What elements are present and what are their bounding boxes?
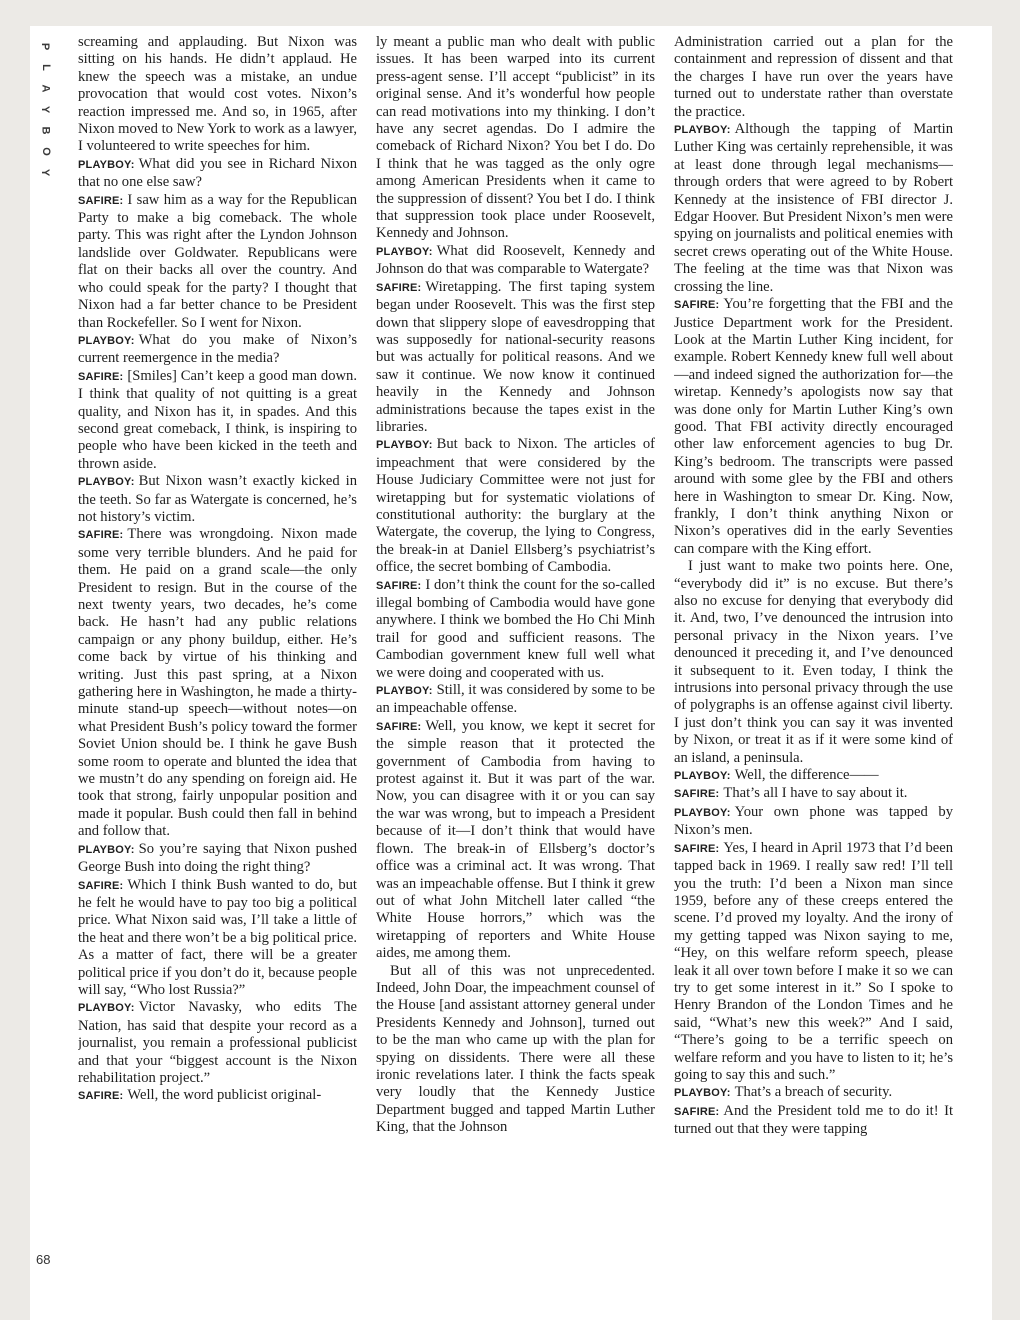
paragraph-text: And the President told me to do it! It turned out that they were tapping — [674, 1102, 953, 1138]
paragraph-text: I just want to make two points here. One, “everybody did it” is no excuse. But there’s also no excuse for denying that everybody did it. And, two, I’ve denounced the intrusion into personal privacy in the Nixon years. I’ve denounced it preceding it, and I’ve denounced it subsequent to it. Even today, I think the intrusions into personal privacy through the use of polygraphs is an offense against civil liberty. I just don’t think you can say it was invented by Nixon, or treat it as if it were some kind of an island, a peninsula. — [674, 558, 953, 766]
paragraph — [376, 718, 655, 963]
speaker-label: SAFIRE: — [674, 788, 720, 801]
paragraph-text: I don’t think the count for the so-called illegal bombing of Cambodia would have gone anywhere. I think we bombed the Ho Chi Minh trail for good and sufficient reasons. The Cambodian government knew full well what we were doing and cooperated with us. — [376, 576, 655, 681]
speaker-label: PLAYBOY: — [78, 334, 135, 347]
speaker-label: PLAYBOY: — [376, 245, 433, 258]
paragraph-text: There was wrongdoing. Nixon made some very terrible blunders. And he paid for them. He paid on a grand scale—the only President to resign. But in the course of the next twenty years, two decades, he’s come back. He hasn’t had any public relations campaign or any phony buildup, either. He’s come back by virtue of his thinking and writing. Just this past spring, at a Nixon gathering here in Washington, he made a thirty-minute stand-up speech—without notes—on what President Bush’s policy toward the former Soviet Union should be. I think he gave Bush some room to operate and blunted the idea that we mustn’t do any spending on foreign aid. He took that strong, fairly unpopular position and made it popular. Bush could then fall in behind and follow that. — [78, 526, 357, 840]
paragraph-text: Victor Navasky, who edits The Nation, has said that despite your record as a journalist, you remain a professional publicist and that your “biggest account is the Nixon rehabilitation project.” — [78, 999, 357, 1086]
paragraph — [674, 804, 953, 840]
speaker-label: SAFIRE: — [78, 194, 124, 207]
running-head-letter: Y — [39, 168, 52, 177]
paragraph — [78, 332, 357, 368]
paragraph — [674, 767, 953, 785]
running-head-letter: B — [39, 126, 52, 135]
paragraph-text: What did Roosevelt, Kennedy and Johnson do that was comparable to Watergate? — [376, 242, 655, 278]
paragraph-text: screaming and applauding. But Nixon was sitting on his hands. He didn’t applaud. He knew the speech was a mistake, an undue provocation that would cost votes. Nixon’s reaction impressed me. And so, in 1965, after Nixon moved to New York to work as a lawyer, I volunteered to write speeches for him. — [78, 34, 357, 155]
paragraph — [674, 558, 953, 767]
paragraph-text: Yes, I heard in April 1973 that I’d been tapped back in 1969. I really saw red! I’ll tell you the truth: I’d been a Nixon man since 1959, before any of these creeps entered the scene. I’d proved my loyalty. And the irony of my getting tapped was Nixon saying to me, “Hey, on this welfare reform speech, please leak it all over town before I make it so we can try to get some interest in it.” So I spoke to Henry Brandon of the London Times and he said, “What’s new this week?” And I said, “There’s going to be a terrific speech on welfare reform and you have to listen to it; he’s going to say this and such.” — [674, 839, 953, 1083]
paragraph — [674, 1084, 953, 1102]
paragraph — [376, 577, 655, 682]
speaker-label: SAFIRE: — [78, 529, 124, 542]
paragraph-text: Although the tapping of Martin Luther King was certainly reprehensible, it was at least done through legal mechanisms—through orders that were agreed to by Robert Kennedy at the insistence of FBI director J. Edgar Hoover. But President Nixon’s men were spying on journalists and political enemies with secret crews operating out of the White House. The feeling at the time was that Nixon was crossing the line. — [674, 121, 953, 295]
speaker-label: PLAYBOY: — [78, 158, 135, 171]
paragraph — [78, 877, 357, 1000]
paragraph — [674, 1103, 953, 1139]
speaker-label: PLAYBOY: — [78, 843, 135, 856]
paragraph-text: But Nixon wasn’t exactly kicked in the teeth. So far as Watergate is concerned, he’s not history’s victim. — [78, 473, 357, 525]
paragraph — [78, 841, 357, 877]
paragraph — [674, 296, 953, 558]
paragraph — [674, 785, 953, 803]
speaker-label: SAFIRE: — [674, 1105, 720, 1118]
running-head-letter: Y — [39, 105, 52, 114]
paragraph — [78, 1087, 357, 1105]
paragraph — [376, 436, 655, 576]
paragraph-text: What do you make of Nixon’s current reemergence in the media? — [78, 331, 357, 367]
paragraph-text: Well, you know, we kept it secret for the simple reason that it protected the government of Cambodia from having to protest against it. But it was part of the war. Now, you can disagree with it or you can say the war was wrong, but to impeach a President because of it—I don’t think that would have flown. The break-in of Ellsberg’s doctor’s office was a criminal act. It was wrong. That was an impeachable offense. But I think it grew out of what John Mitchell later called “the White House horrors,” which was the wiretapping of reporters and White House aides, me among them. — [376, 717, 655, 962]
paragraph-text: But back to Nixon. The articles of impeachment that were considered by the House Judiciary Committee were not just for wiretapping but for systematic violations of constitutional authority: the burglary at the Watergate, the coverup, the lying to Congress, the break-in at Daniel Ellsberg’s psychiatrist’s office, the secret bombing of Cambodia. — [376, 436, 655, 576]
paragraph-text: That’s all I have to say about it. — [723, 785, 908, 802]
paragraph — [376, 682, 655, 718]
paragraph-text: That’s a breach of security. — [734, 1084, 893, 1101]
paragraph — [78, 526, 357, 840]
paragraph-text: What did you see in Richard Nixon that no one else saw? — [78, 155, 357, 191]
paragraph — [78, 156, 357, 192]
paragraph-text: Your own phone was tapped by Nixon’s men. — [674, 803, 953, 839]
speaker-label: PLAYBOY: — [674, 770, 731, 783]
paragraph — [674, 840, 953, 1085]
running-head-letter: L — [39, 64, 52, 71]
paragraph-text: Wiretapping. The first taping system began under Roosevelt. This was the first step down that slippery slope of eavesdropping that was supposedly for national-security reasons but was actually for political reasons. And we saw it continue. We now know it continued heavily in the Kennedy and Johnson administrations because the tapes exist in the libraries. — [376, 278, 655, 435]
paragraph — [78, 999, 357, 1087]
paragraph-text: [Smiles] Can’t keep a good man down. I think that quality of not quitting is a great quality, and Nixon has it, in spades. And this second great comeback, I think, is inspiring to people who have been kicked in the teeth and thrown aside. — [78, 367, 357, 472]
running-head — [38, 36, 52, 183]
speaker-label: SAFIRE: — [376, 281, 422, 294]
speaker-label: SAFIRE: — [674, 842, 720, 855]
page-number: 68 — [36, 1252, 51, 1267]
paragraph-text: Well, the word publicist original- — [127, 1087, 322, 1104]
paragraph-text: Still, it was considered by some to be an impeachable offense. — [376, 682, 655, 717]
speaker-label: PLAYBOY: — [376, 439, 433, 452]
paragraph-text: Which I think Bush wanted to do, but he felt he would have to pay too big a political price. What Nixon said was, I’ll take a little of the heat and there won’t be a big political price. As a matter of fact, there will be a greater political price if you don’t do it, because people will say, “Who lost Russia?” — [78, 876, 357, 998]
speaker-label: SAFIRE: — [78, 370, 124, 383]
running-head-letter: O — [39, 147, 52, 156]
paragraph-text: Well, the difference—— — [734, 767, 879, 784]
paragraph-text: Administration carried out a plan for the containment and repression of dissent and that the charges I have run over the years have turned out to understate rather than overstate the practice. — [674, 34, 953, 120]
paragraph-text: ly meant a public man who dealt with public issues. It has been warped into its current press-agent sense. I’ll accept “publicist” in its original sense. And it’s wonderful how people can read motivations into my thinking. I don’t have any secret agendas. Do I admire the comeback of Richard Nixon? You bet I do. Do I think that he was tagged as the only ogre among American Presidents when it came to the suppression of dissent? You bet I do. I think that suppression took place under Roosevelt, Kennedy and Johnson. — [376, 34, 655, 242]
paragraph — [78, 192, 357, 332]
speaker-label: PLAYBOY: — [674, 124, 731, 137]
paragraph-text: So you’re saying that Nixon pushed George Bush into doing the right thing? — [78, 840, 357, 876]
paragraph — [78, 34, 357, 156]
speaker-label: PLAYBOY: — [376, 685, 433, 698]
paragraph — [78, 368, 357, 473]
text-column-3 — [674, 34, 953, 1274]
speaker-label: SAFIRE: — [78, 1090, 124, 1103]
speaker-label: SAFIRE: — [78, 879, 124, 892]
paragraph — [376, 34, 655, 243]
text-column-1 — [78, 34, 357, 1274]
paragraph-text: But all of this was not unprecedented. Indeed, John Doar, the impeachment counsel of the House [and assistant attorney general under Presidents Kennedy and Johnson], turned out to be the man who came up with the plan for spying on dissidents. There were all these ironic revelations later. I think the facts speak very loudly that the Kennedy Justice Department bugged and tapped Martin Luther King, that the Johnson — [376, 962, 655, 1136]
paragraph — [376, 963, 655, 1137]
paragraph-text: I saw him as a way for the Republican Party to make a big comeback. The whole party. This was right after the Lyndon Johnson landslide over Goldwater. Republicans were flat on their backs all over the country. And who could speak for the party? I thought that Nixon had a far better chance to be President than Rockefeller. So I went for Nixon. — [78, 191, 357, 331]
speaker-label: PLAYBOY: — [674, 806, 731, 819]
paragraph — [674, 121, 953, 296]
text-column-2 — [376, 34, 655, 1274]
speaker-label: PLAYBOY: — [78, 476, 135, 489]
paragraph — [376, 279, 655, 437]
speaker-label: SAFIRE: — [376, 579, 422, 592]
speaker-label: PLAYBOY: — [674, 1087, 731, 1100]
paragraph-text: You’re forgetting that the FBI and the Justice Department work for the President. Look at the Martin Luther King incident, for example. Robert Kennedy knew full well about—and indeed signed the authorization for—the wiretap. Kennedy’s apologists now say that was done only for Martin Luther King’s own good. That FBI activity directly encouraged other law enforcement agencies to bug Dr. King’s bedroom. The transcripts were passed around with some glee by the FBI and others here in Washington to smear Dr. King. Now, frankly, I don’t think anything Nixon or Nixon’s operatives did in the early Seventies can compare with the King effort. — [674, 296, 953, 557]
paragraph — [376, 243, 655, 279]
running-head-letter: P — [39, 42, 52, 51]
paragraph — [674, 34, 953, 121]
speaker-label: PLAYBOY: — [78, 1002, 135, 1015]
speaker-label: SAFIRE: — [674, 299, 720, 312]
running-head-letter: A — [39, 84, 52, 93]
speaker-label: SAFIRE: — [376, 720, 422, 733]
paragraph — [78, 473, 357, 526]
